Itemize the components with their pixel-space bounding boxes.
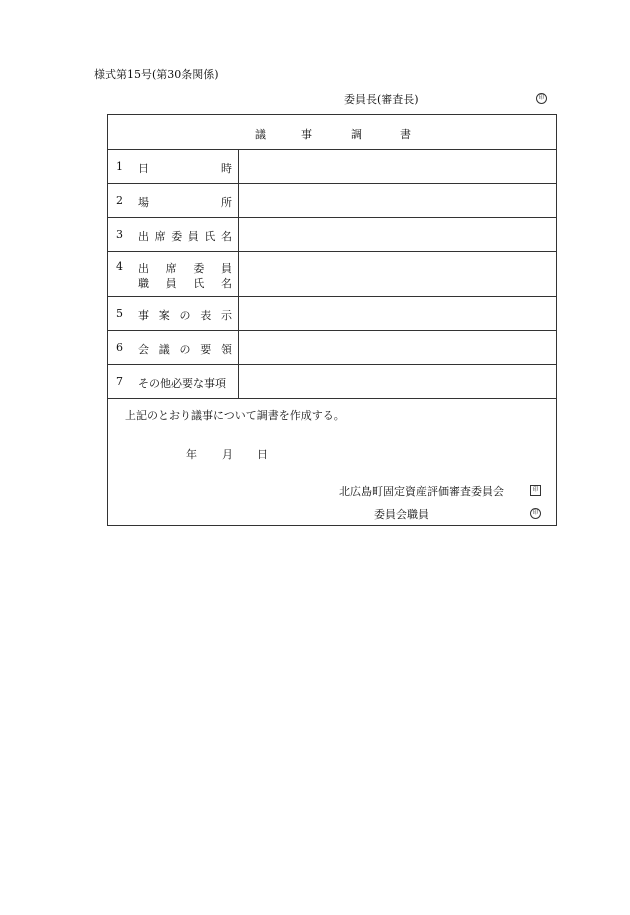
row-label (108, 183, 239, 217)
row-number: 4 (116, 260, 123, 273)
label-char: の (179, 343, 191, 356)
council-name: 北広島町固定資産評価審査委員会 (339, 485, 504, 498)
day-label: 日 (257, 448, 268, 461)
label-char: 案 (158, 309, 170, 322)
place-field[interactable] (239, 183, 556, 217)
label-char: の (179, 309, 191, 322)
year-label: 年 (186, 448, 197, 461)
meeting-summary-field[interactable] (239, 330, 556, 364)
row-place (108, 183, 556, 218)
attending-staff-field[interactable] (239, 251, 556, 296)
row-number: 2 (116, 194, 123, 207)
label-char: 出 (138, 230, 149, 243)
row-label (108, 364, 239, 398)
staff-label: 委員会職員 (374, 508, 429, 521)
row-label (108, 149, 239, 183)
row-number: 6 (116, 341, 123, 354)
month-label: 月 (222, 448, 233, 461)
label-char: 員 (220, 262, 232, 275)
label-char: 出 (138, 262, 149, 275)
label-char: 職 (138, 277, 149, 290)
attending-members-field[interactable] (239, 217, 556, 251)
label-char: 氏 (204, 230, 216, 243)
label-text: その他必要な事項 (138, 377, 226, 390)
label-char: 表 (200, 309, 212, 322)
label-char: 会 (138, 343, 149, 356)
row-number: 7 (116, 375, 123, 388)
label-char: 氏 (193, 277, 205, 290)
row-meeting-summary (108, 330, 556, 365)
label-char: 領 (221, 343, 232, 356)
form-number: 様式第15号(第30条関係) (94, 68, 219, 81)
label-char: 委 (171, 230, 183, 243)
statement-text: 上記のとおり議事について調書を作成する。 (125, 409, 345, 422)
label-char: 委 (193, 262, 205, 275)
row-label (108, 251, 239, 296)
row-date-time (108, 149, 556, 184)
row-label (108, 330, 239, 364)
row-case-description (108, 296, 556, 331)
council-seal-icon: 印 (530, 485, 541, 496)
label-char: 時 (221, 162, 232, 175)
title-char: 議 (255, 128, 266, 141)
case-description-field[interactable] (239, 296, 556, 330)
title-char: 調 (351, 128, 362, 141)
label-char: 事 (138, 309, 149, 322)
row-number: 3 (116, 228, 123, 241)
row-number: 5 (116, 307, 123, 320)
other-matters-field[interactable] (239, 364, 556, 398)
label-char: 議 (158, 343, 170, 356)
label-char: 示 (221, 309, 232, 322)
row-number: 1 (116, 160, 123, 173)
label-char: 所 (221, 196, 232, 209)
label-char: 員 (187, 230, 199, 243)
row-label (108, 217, 239, 251)
label-char: 日 (138, 162, 149, 175)
label-char: 要 (200, 343, 212, 356)
label-char: 席 (165, 262, 177, 275)
minutes-form-table (107, 114, 557, 526)
chairperson-label: 委員長(審査長) (344, 93, 419, 106)
row-other-matters (108, 364, 556, 399)
label-char: 員 (165, 277, 177, 290)
row-label (108, 296, 239, 330)
label-char: 名 (220, 277, 232, 290)
label-char: 席 (154, 230, 166, 243)
document-title (108, 115, 556, 150)
title-char: 事 (301, 128, 312, 141)
label-char: 名 (220, 230, 232, 243)
row-attending-staff (108, 251, 556, 297)
label-char: 場 (138, 196, 149, 209)
title-char: 書 (400, 128, 411, 141)
staff-seal-icon: 印 (530, 508, 541, 519)
date-time-field[interactable] (239, 149, 556, 183)
chairperson-seal-icon: 印 (536, 93, 547, 104)
row-attending-members (108, 217, 556, 252)
